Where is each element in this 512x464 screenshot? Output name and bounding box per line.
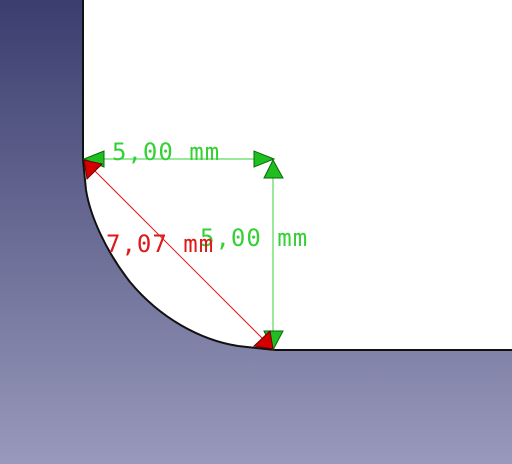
vertical-dimension-label: 5,00 mm — [200, 224, 309, 252]
horizontal-dimension-label: 5,00 mm — [112, 138, 221, 166]
part-face[interactable] — [83, 0, 512, 350]
diagonal-dimension-label: 7,07 mm — [106, 230, 215, 258]
